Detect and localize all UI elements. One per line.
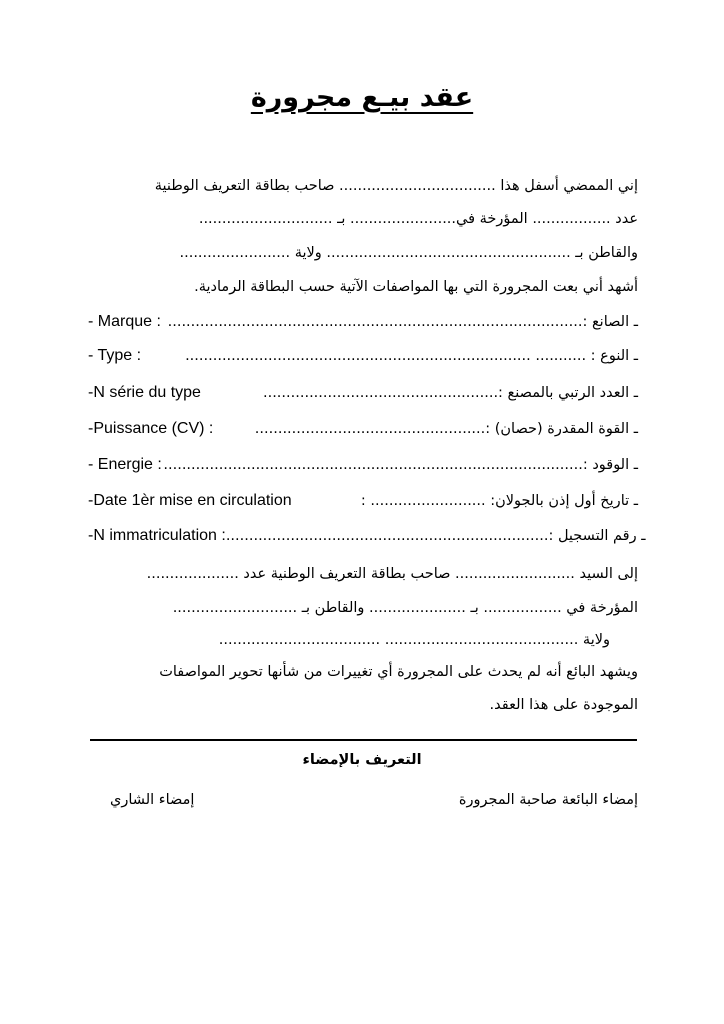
buyer-line-3: ولاية .......................................... ................................... <box>218 632 610 648</box>
intro-line-4: أشهد أني بعت المجرورة التي بها المواصفات الآتية حسب البطاقة الرمادية. <box>194 279 638 295</box>
field-immatriculation <box>88 524 646 548</box>
signature-title: التعريف بالإمضاء <box>302 752 422 768</box>
field-energie <box>88 453 638 477</box>
field-energie-ar: ـ الوقود :........................................................................................... <box>163 457 638 473</box>
field-marque-ar: ـ الصانع :.......................................................................................... <box>167 314 638 330</box>
buyer-line-2: المؤرخة في ................. بـ ..................... والقاطن بـ ........................... <box>172 600 638 616</box>
field-marque-fr: - Marque : <box>88 313 161 330</box>
field-puissance-ar: ـ القوة المقدرة (حصان) :.................................................. <box>254 421 638 437</box>
intro-line-3: والقاطن بـ ..................................................... ولاية ........................ <box>179 245 638 261</box>
witness-line-2: الموجودة على هذا العقد. <box>489 697 638 713</box>
witness-line-1: ويشهد البائع أنه لم يحدث على المجرورة أي تغييرات من شأنها تحوير المواصفات <box>159 664 638 680</box>
field-serie-fr: -N série du type <box>88 384 201 401</box>
field-marque <box>88 310 638 334</box>
field-date-circulation-ar: ـ تاريخ أول إذن بالجولان: ......................... : <box>360 493 638 509</box>
field-serie <box>88 381 638 405</box>
divider <box>90 739 637 741</box>
field-serie-ar: ـ العدد الرتبي بالمصنع :................................................... <box>262 385 638 401</box>
field-puissance <box>88 417 638 441</box>
field-type-fr: - Type : <box>88 347 142 364</box>
field-type <box>88 344 638 368</box>
field-puissance-fr: -Puissance (CV) : <box>88 420 214 437</box>
buyer-line-1: إلى السيد .......................... صاحب بطاقة التعريف الوطنية عدد .................... <box>146 566 638 582</box>
buyer-signature-label: إمضاء الشاري <box>110 792 195 808</box>
intro-line-2: عدد ................. المؤرخة في....................... بـ ............................. <box>198 211 638 227</box>
page-title: عقد بيـع مجرورة <box>250 82 474 113</box>
signature-row <box>110 792 638 808</box>
field-date-circulation <box>88 489 638 513</box>
intro-line-1: إني الممضي أسفل هذا .................................. صاحب بطاقة التعريف الوطنية <box>154 178 638 194</box>
field-immatriculation-ar: ـ رقم التسجيل :...................................................................... <box>225 528 646 544</box>
field-date-circulation-fr: -Date 1èr mise en circulation <box>88 492 292 509</box>
field-immatriculation-fr: -N immatriculation : <box>88 527 226 544</box>
field-energie-fr: - Energie : <box>88 456 162 473</box>
seller-signature-label: إمضاء البائعة صاحبة المجرورة <box>458 792 638 808</box>
field-type-ar: ـ النوع : ........... ........................................................................... <box>185 348 638 364</box>
